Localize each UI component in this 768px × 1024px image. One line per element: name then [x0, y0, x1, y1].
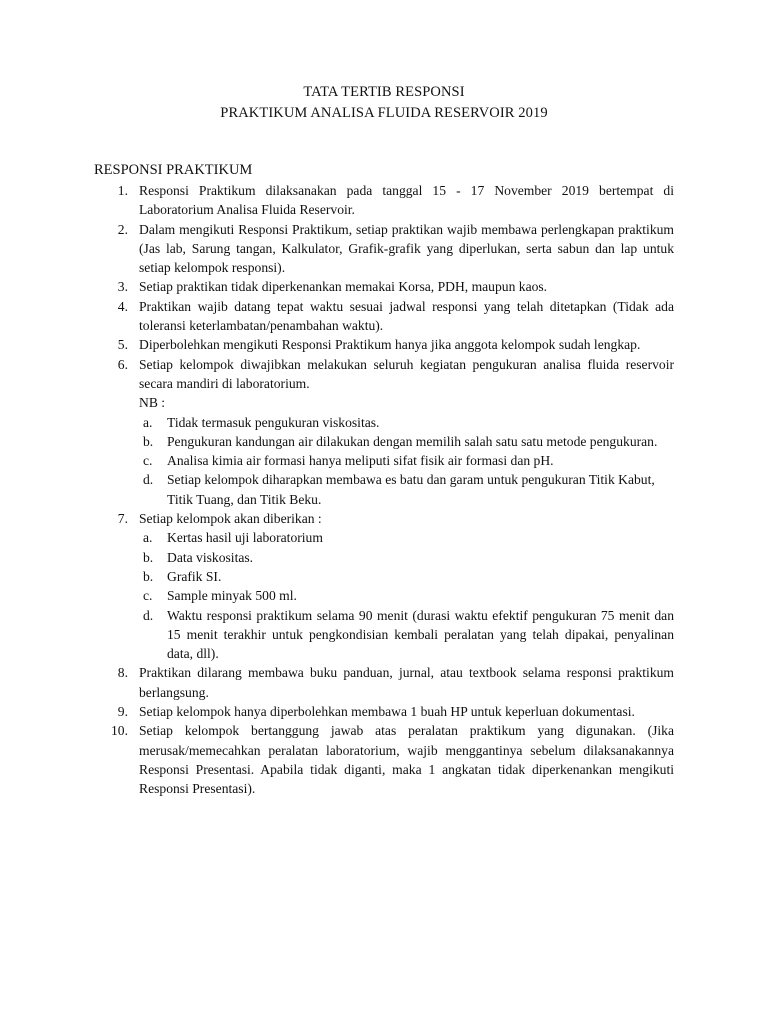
rule-number: 2. — [117, 221, 128, 237]
sub-item-letter: b. — [143, 549, 154, 565]
rule-number: 6. — [117, 356, 128, 372]
sub-item-text: Pengukuran kandungan air dilakukan dengan memilih salah satu satu metode pengukuran. — [167, 433, 658, 449]
sub-item — [139, 528, 674, 547]
sub-item-text: Data viskositas. — [167, 549, 254, 565]
rule-text: Diperbolehkan mengikuti Responsi Praktikum hanya jika anggota kelompok sudah lengkap. — [139, 337, 641, 353]
rule-text: Setiap kelompok diwajibkan melakukan seluruh kegiatan pengukuran analisa fluida reservoir secara mandiri di laboratorium. — [139, 356, 674, 391]
rule-text: Setiap kelompok hanya diperbolehkan membawa 1 buah HP untuk keperluan dokumentasi. — [139, 704, 635, 720]
rule-number: 7. — [117, 511, 128, 527]
note-label: NB : — [139, 395, 166, 411]
sub-item — [139, 451, 674, 470]
sub-item — [139, 548, 674, 567]
rule-item-1 — [94, 181, 674, 220]
rule-item-3 — [94, 277, 674, 296]
sub-item-letter: d. — [143, 607, 154, 623]
sub-item-text: Setiap kelompok diharapkan membawa es batu dan garam untuk pengukuran Titik Kabut, Titik Tuang, dan Titik Beku. — [167, 472, 655, 507]
rule-item-7 — [94, 509, 674, 663]
rule-item-4 — [94, 297, 674, 336]
rule-item-2 — [94, 220, 674, 278]
rules-list — [94, 181, 674, 799]
sub-item-letter: b. — [143, 568, 154, 584]
document-title: TATA TERTIB RESPONSI — [303, 84, 465, 100]
rule-number: 3. — [117, 279, 128, 295]
sub-item-text: Waktu responsi praktikum selama 90 menit (durasi waktu efektif pengukuran 75 menit dan 15 menit terakhir untuk pengkondisian kembali peralatan yang telah dipakai, penyalinan data, dll). — [167, 607, 674, 662]
document-subtitle: PRAKTIKUM ANALISA FLUIDA RESERVOIR 2019 — [220, 105, 548, 121]
rule-text: Setiap praktikan tidak diperkenankan memakai Korsa, PDH, maupun kaos. — [139, 279, 548, 295]
sub-item-text: Tidak termasuk pengukuran viskositas. — [167, 414, 380, 430]
rule-number: 4. — [117, 298, 128, 314]
rule-number: 10. — [111, 723, 128, 739]
sub-item — [139, 586, 674, 605]
rule-text: Responsi Praktikum dilaksanakan pada tanggal 15 - 17 November 2019 bertempat di Laboratorium Analisa Fluida Reservoir. — [139, 183, 674, 218]
sub-item — [139, 413, 674, 432]
sub-item-letter: c. — [143, 453, 153, 469]
sub-item-text: Analisa kimia air formasi hanya meliputi sifat fisik air formasi dan pH. — [167, 453, 554, 469]
rule-item-10 — [94, 721, 674, 798]
rule-text: Dalam mengikuti Responsi Praktikum, setiap praktikan wajib membawa perlengkapan praktikum (Jas lab, Sarung tangan, Kalkulator, Grafik-grafik yang diperlukan, serta sabun dan lap untuk setiap kelompok responsi). — [139, 221, 674, 276]
rule-item-6 — [94, 355, 674, 509]
rule-number: 8. — [117, 665, 128, 681]
sub-item — [139, 432, 674, 451]
rule-number: 1. — [117, 183, 128, 198]
rule-number: 9. — [117, 704, 128, 720]
rule-text: Setiap kelompok bertanggung jawab atas peralatan praktikum yang digunakan. (Jika merusak/memecahkan peralatan laboratorium, wajib menggantinya sebelum dilaksanakannya Responsi Presentasi. Apabila tidak diganti, maka 1 angkatan tidak diperkenankan mengikuti Responsi Presentasi). — [139, 723, 674, 797]
sub-item-letter: b. — [143, 433, 154, 449]
sub-item-text: Sample minyak 500 ml. — [167, 588, 297, 604]
sub-item-letter: a. — [143, 530, 153, 546]
rule-text: Setiap kelompok akan diberikan : — [139, 511, 322, 527]
sub-item — [139, 567, 674, 586]
sub-item — [139, 470, 674, 509]
sub-item-letter: c. — [143, 588, 153, 604]
section-heading: RESPONSI PRAKTIKUM — [94, 162, 253, 178]
rule-text: Praktikan dilarang membawa buku panduan, jurnal, atau textbook selama responsi praktikum berlangsung. — [139, 665, 674, 700]
sub-item-letter: d. — [143, 472, 154, 488]
sub-item-text: Kertas hasil uji laboratorium — [167, 530, 323, 546]
rule-item-5 — [94, 335, 674, 354]
sub-item-text: Grafik SI. — [167, 568, 222, 584]
rule-item-8 — [94, 663, 674, 702]
rule-text: Praktikan wajib datang tepat waktu sesuai jadwal responsi yang telah ditetapkan (Tidak ada toleransi keterlambatan/penambahan waktu). — [139, 298, 674, 334]
sub-item — [139, 606, 674, 664]
sub-item-letter: a. — [143, 414, 153, 430]
rule-item-9 — [94, 702, 674, 721]
rule-number: 5. — [117, 337, 128, 353]
